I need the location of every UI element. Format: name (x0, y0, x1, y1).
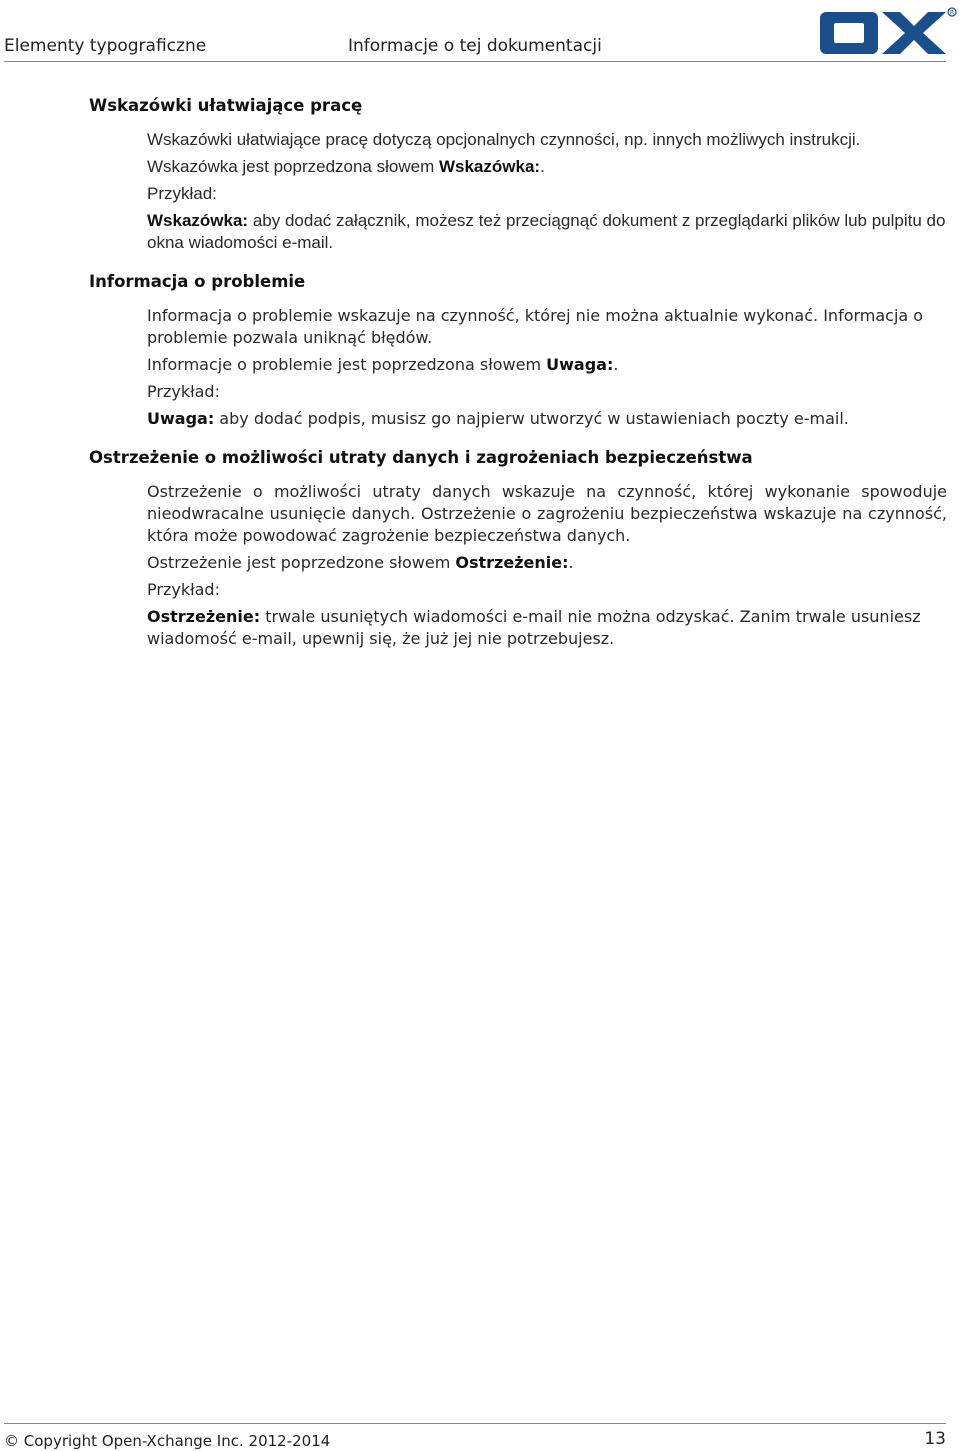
section-tips-body (147, 129, 947, 254)
problem-keyword-pre: Informacje o problemie jest poprzedzona słowem (147, 355, 547, 374)
tips-example-text: aby dodać załącznik, możesz też przeciągnąć dokument z przeglądarki plików lub pulpitu do okna wiadomości e-mail. (147, 211, 946, 252)
tips-example-keyword: Wskazówka: (147, 211, 249, 230)
tips-keyword-line (147, 156, 947, 178)
warning-keyword-pre: Ostrzeżenie jest poprzedzone słowem (147, 553, 456, 572)
problem-example-text: aby dodać podpis, musisz go najpierw utworzyć w ustawieniach poczty e-mail. (214, 409, 849, 428)
page-number: 13 (924, 1429, 946, 1449)
problem-keyword: Uwaga: (546, 355, 614, 374)
section-heading-warning: Ostrzeżenie o możliwości utraty danych i zagrożeniach bezpieczeństwa (89, 448, 753, 467)
svg-text:R: R (949, 9, 955, 17)
problem-example (147, 408, 947, 430)
warning-example (147, 606, 947, 650)
page-footer (0, 1420, 960, 1451)
problem-keyword-post: . (613, 355, 619, 374)
section-heading-tips: Wskazówki ułatwiające pracę (89, 96, 363, 115)
warning-example-label: Przykład: (147, 580, 220, 599)
document-body (89, 96, 947, 650)
section-warning-body (147, 481, 947, 650)
tips-example (147, 210, 947, 254)
tips-keyword-post: . (540, 157, 545, 176)
copyright-notice: © Copyright Open-Xchange Inc. 2012-2014 (4, 1432, 331, 1450)
header-divider (4, 61, 946, 62)
ox-logo-icon (818, 6, 958, 58)
tips-description: Wskazówki ułatwiające pracę dotyczą opcjonalnych czynności, np. innych możliwych instrukcji. (147, 130, 861, 149)
section-problem-body (147, 305, 947, 430)
running-header-section: Informacje o tej dokumentacji (348, 36, 602, 56)
running-header-chapter: Elementy typograficzne (4, 36, 207, 56)
warning-example-keyword: Ostrzeżenie: (147, 607, 261, 626)
problem-example-keyword: Uwaga: (147, 409, 215, 428)
warning-keyword-post: . (568, 553, 574, 572)
page-header (0, 0, 960, 62)
warning-keyword-line (147, 552, 947, 574)
footer-divider (4, 1423, 946, 1424)
warning-description: Ostrzeżenie o możliwości utraty danych wskazuje na czynność, której wykonanie spowoduje nieodwracalne usunięcie danych. Ostrzeżenie o zagrożeniu bezpieczeństwa wskazuje na czynność, która może powodować zagrożenie bezpieczeństwa danych. (147, 482, 947, 545)
warning-keyword: Ostrzeżenie: (455, 553, 569, 572)
tips-example-label: Przykład: (147, 184, 217, 203)
problem-description: Informacja o problemie wskazuje na czynność, której nie można aktualnie wykonać. Informacja o problemie pozwala uniknąć błędów. (147, 306, 924, 347)
tips-keyword-pre: Wskazówka jest poprzedzona słowem (147, 157, 439, 176)
problem-keyword-line (147, 354, 947, 376)
tips-keyword: Wskazówka: (438, 157, 541, 176)
section-heading-problem: Informacja o problemie (89, 272, 306, 291)
problem-example-label: Przykład: (147, 382, 220, 401)
warning-example-text: trwale usuniętych wiadomości e-mail nie można odzyskać. Zanim trwale usuniesz wiadomość e-mail, upewnij się, że już jej nie potrzebujesz. (147, 607, 921, 648)
